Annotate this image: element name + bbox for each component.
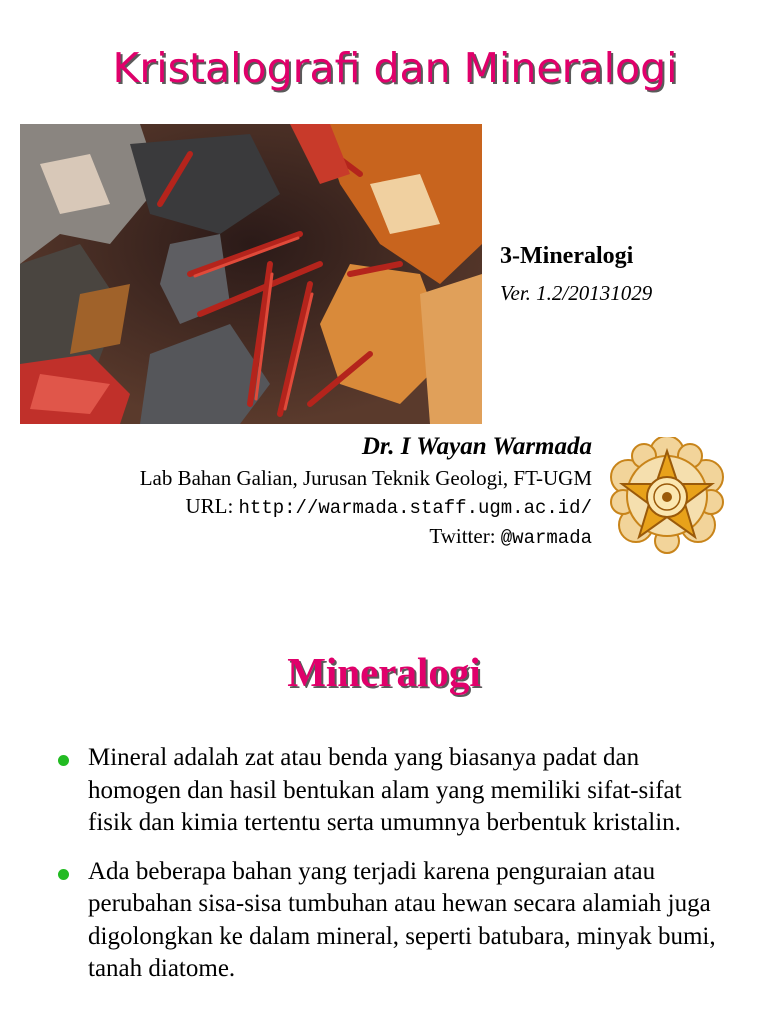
section-title: Mineralogi [287, 649, 481, 695]
twitter-label: Twitter: [429, 524, 501, 548]
bullet-dot-icon [58, 869, 69, 880]
author-name: Dr. I Wayan Warmada [361, 433, 592, 460]
twitter-line [140, 522, 592, 552]
version-label: Ver. 1.2/20131029 [500, 281, 653, 305]
bullet-text: Mineral adalah zat atau benda yang biasanya padat dan homogen dan hasil bentukan alam yang memiliki sifat-sifat fisik dan kimia tertentu serta umumnya berbentuk kristalin. [88, 744, 682, 836]
presentation-subtitle: 3-Mineralogi [500, 243, 634, 269]
affiliation: Lab Bahan Galian, Jurusan Teknik Geologi, FT-UGM [139, 466, 592, 490]
twitter-handle[interactable]: @warmada [500, 527, 592, 549]
mineral-photo [20, 124, 482, 424]
ugm-seal-icon [608, 437, 726, 555]
url-label: URL: [185, 494, 239, 518]
url-line [140, 492, 592, 522]
url-link[interactable]: http://warmada.staff.ugm.ac.id/ [238, 497, 592, 519]
slide-title: Kristalografi dan Mineralogi [112, 44, 678, 92]
bullet-item [52, 856, 732, 986]
bullet-text: Ada beberapa bahan yang terjadi karena penguraian atau perubahan sisa-sisa tumbuhan atau hewan secara alamiah juga digolongkan ke dalam mineral, seperti batubara, minyak bumi, tanah diatome. [88, 857, 716, 982]
author-block [140, 430, 592, 552]
bullet-item [52, 742, 732, 840]
bullet-list [52, 742, 732, 1002]
bullet-dot-icon [58, 755, 69, 766]
